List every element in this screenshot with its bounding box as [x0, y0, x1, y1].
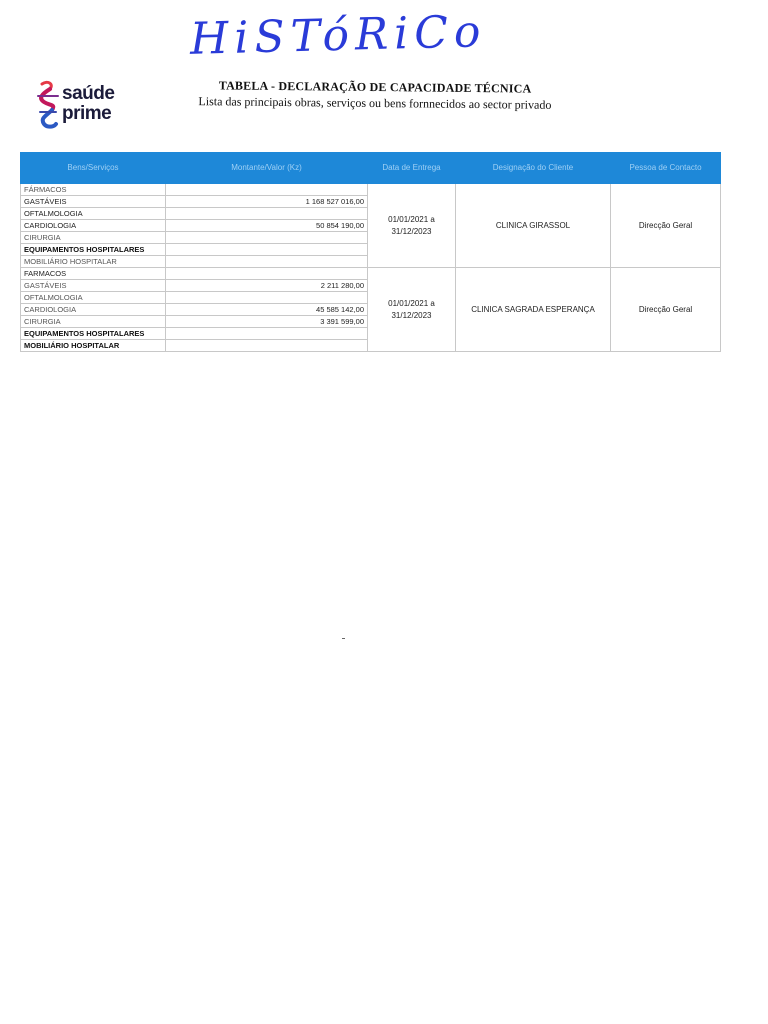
scan-speck	[342, 638, 345, 639]
item-name: FARMACOS	[21, 268, 166, 280]
document-heading	[190, 78, 560, 113]
item-name: GASTÁVEIS	[21, 196, 166, 208]
item-name: FÁRMACOS	[21, 184, 166, 196]
serpent-logo-icon	[34, 80, 64, 130]
logo-text-saude: saúde	[62, 83, 115, 104]
item-amount	[166, 244, 368, 256]
table-row	[21, 268, 721, 280]
column-header: Montante/Valor (Kz)	[166, 153, 368, 184]
item-name: CIRURGIA	[21, 316, 166, 328]
logo-text-prime: prime	[62, 103, 112, 124]
column-header: Bens/Serviços	[21, 153, 166, 184]
item-name: MOBILIÁRIO HOSPITALAR	[21, 340, 166, 352]
item-amount	[166, 208, 368, 220]
item-name: GASTÁVEIS	[21, 280, 166, 292]
item-amount: 50 854 190,00	[166, 220, 368, 232]
item-name: MOBILIÁRIO HOSPITALAR	[21, 256, 166, 268]
item-amount: 3 391 599,00	[166, 316, 368, 328]
capacity-table	[20, 152, 721, 352]
item-amount	[166, 328, 368, 340]
table-row	[21, 184, 721, 196]
item-amount	[166, 232, 368, 244]
table-header-row	[21, 153, 721, 184]
delivery-date: 01/01/2021 a 31/12/2023	[368, 268, 456, 352]
item-name: EQUIPAMENTOS HOSPITALARES	[21, 328, 166, 340]
delivery-date: 01/01/2021 a 31/12/2023	[368, 184, 456, 268]
item-amount	[166, 268, 368, 280]
item-amount	[166, 340, 368, 352]
client-name: CLINICA GIRASSOL	[456, 184, 611, 268]
item-name: CIRURGIA	[21, 232, 166, 244]
item-name: CARDIOLOGIA	[21, 304, 166, 316]
document-title: TABELA - DECLARAÇÃO DE CAPACIDADE TÉCNICA	[218, 78, 532, 96]
item-amount	[166, 184, 368, 196]
column-header: Data de Entrega	[368, 153, 456, 184]
item-amount: 45 585 142,00	[166, 304, 368, 316]
item-amount: 2 211 280,00	[166, 280, 368, 292]
item-amount	[166, 256, 368, 268]
column-header: Designação do Cliente	[456, 153, 611, 184]
client-name: CLINICA SAGRADA ESPERANÇA	[456, 268, 611, 352]
handwritten-note: HiSTóRiCo	[189, 6, 487, 65]
contact-person: Direcção Geral	[611, 184, 721, 268]
item-amount	[166, 292, 368, 304]
item-name: OFTALMOLOGIA	[21, 292, 166, 304]
item-name: OFTALMOLOGIA	[21, 208, 166, 220]
column-header: Pessoa de Contacto	[611, 153, 721, 184]
item-amount: 1 168 527 016,00	[166, 196, 368, 208]
saude-prime-logo	[34, 80, 134, 130]
item-name: EQUIPAMENTOS HOSPITALARES	[21, 244, 166, 256]
item-name: CARDIOLOGIA	[21, 220, 166, 232]
document-subtitle: Lista das principais obras, serviços ou bens fornnecidos ao sector privado	[198, 94, 552, 112]
contact-person: Direcção Geral	[611, 268, 721, 352]
